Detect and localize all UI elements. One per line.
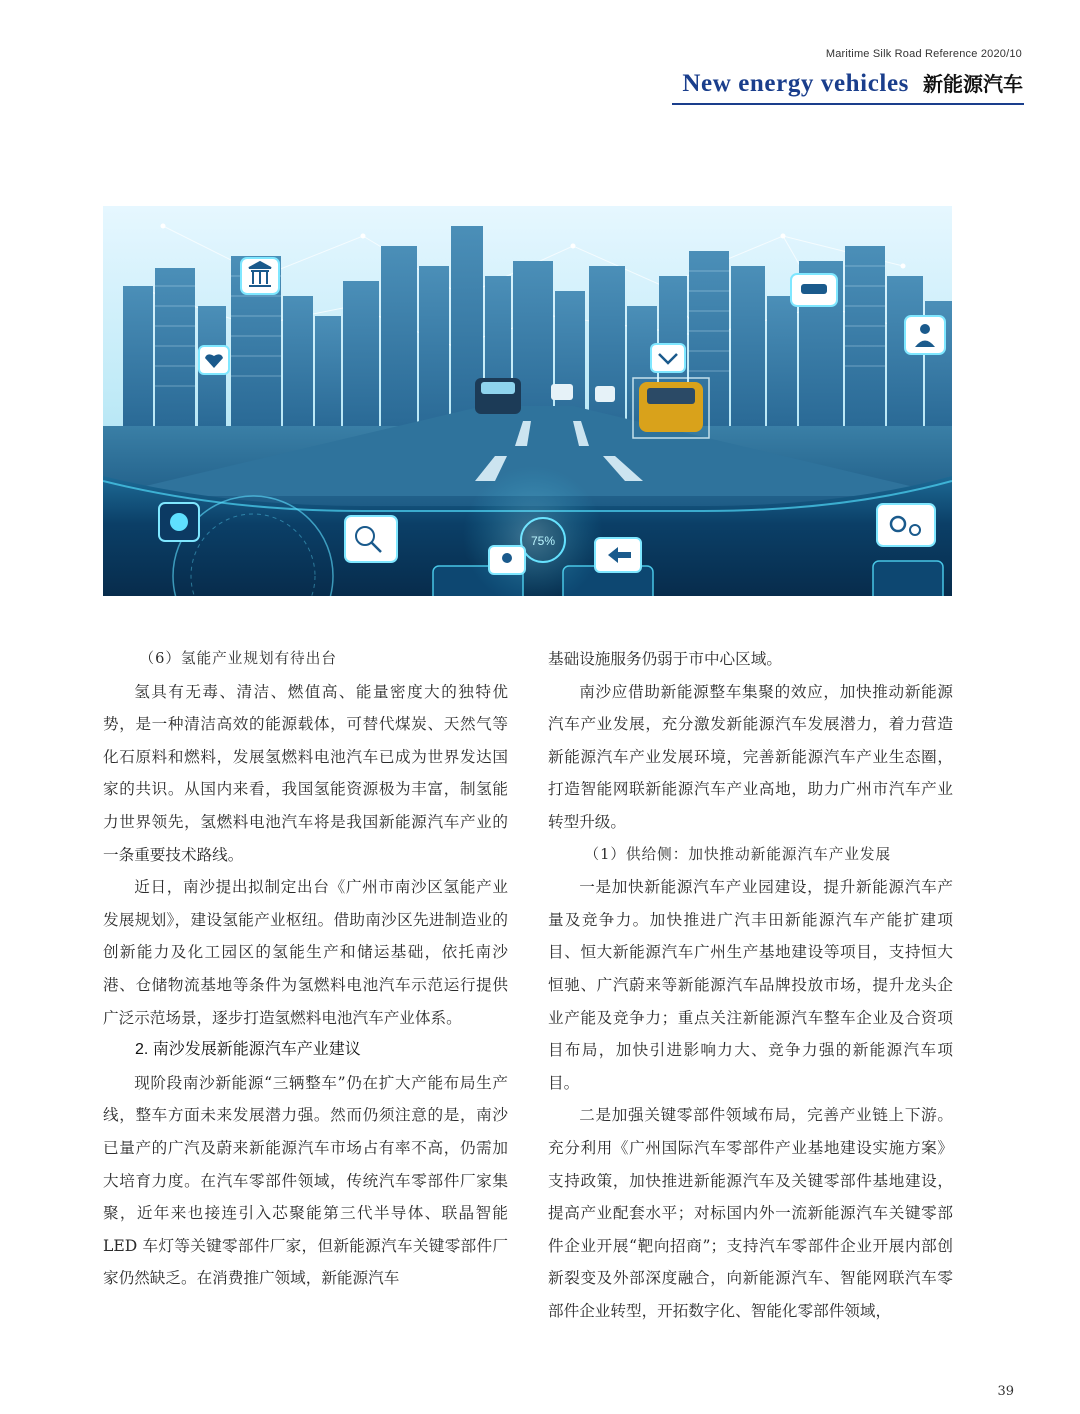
heart-icon (199, 346, 229, 374)
car-icon (791, 274, 837, 306)
paragraph: 一是加快新能源汽车产业园建设，提升新能源汽车产量及竞争力。加快推进广汽丰田新能源汽车产能扩建项目、恒大新能源汽车广州生产基地建设等项目，支持恒大恒驰、广汽蔚来等新能源汽车品牌投放市场，提升龙头企业产能及竞争力；重点关注新能源汽车整车企业及合资项目布局，加快引进影响力大、竞争力强的新能源汽车项目。 (548, 878, 953, 1092)
globe-search-icon (345, 516, 397, 562)
subheading-1: （1）供给侧：加快推动新能源汽车产业发展 (584, 845, 892, 863)
gauge-label: 75% (530, 534, 556, 548)
chat-bubble-icon (159, 503, 199, 541)
right-column (548, 643, 953, 1327)
pin-icon (489, 546, 525, 574)
paragraph: 南沙应借助新能源整车集聚的效应，加快推动新能源汽车产业发展，充分激发新能源汽车发展潜力，着力营造新能源汽车产业发展环境，完善新能源汽车产业生态圈，打造智能网联新能源汽车产业高地，助力广州市汽车产业转型升级。 (548, 682, 953, 831)
paragraph: 二是加强关键零部件领域布局，完善产业链上下游。充分利用《广州国际汽车零部件产业基地建设实施方案》支持政策，加快推进新能源汽车及关键零部件基地建设，提高产业配套水平；对标国内外一流新能源汽车关键零部件企业开展“靶向招商”；支持汽车零部件企业开展内部创新裂变及外部深度融合，向新能源汽车、智能网联汽车零部件企业转型，开拓数字化、智能化零部件领域， (548, 1106, 953, 1320)
subheading-6: （6）氢能产业规划有待出台 (139, 650, 337, 667)
paragraph: 现阶段南沙新能源“三辆整车”仍在扩大产能布局生产线，整车方面未来发展潜力强。然而仍须注意的是，南沙已量产的广汽及蔚来新能源汽车市场占有率不高，仍需加大培育力度。在汽车零部件领域，传统汽车零部件厂家集聚，近年来也接连引入芯聚能第三代半导体、联晶智能 LED 车灯等关键零部件厂家，但新能源汽车关键零部件厂家仍然缺乏。在消费推广领域，新能源汽车 (103, 1073, 508, 1288)
title-rule (672, 103, 1024, 105)
bank-icon (241, 258, 279, 294)
gear-cluster-icon (877, 504, 935, 546)
section-title-cn: 新能源汽车 (923, 72, 1023, 96)
left-column (103, 643, 508, 1295)
paragraph-continuation: 基础设施服务仍弱于市中心区域。 (548, 650, 782, 668)
arrow-left-icon (595, 538, 641, 572)
section-title-en: New energy vehicles (682, 70, 909, 97)
section-heading: 2. 南沙发展新能源汽车产业建议 (135, 1041, 361, 1059)
paragraph: 氢具有无毒、清洁、燃值高、能量密度大的独特优势，是一种清洁高效的能源载体，可替代煤炭、天然气等化石原料和燃料，发展氢燃料电池汽车已成为世界发达国家的共识。从国内来看，我国氢能资源极为丰富，制氢能力世界领先，氢燃料电池汽车将是我国新能源汽车产业的一条重要技术路线。 (103, 682, 508, 864)
page-number: 39 (997, 1384, 1014, 1399)
paragraph: 近日，南沙提出拟制定出台《广州市南沙区氢能产业发展规划》，建设氢能产业枢纽。借助南沙区先进制造业的创新能力及化工园区的氢能生产和储运基础，依托南沙港、仓储物流基地等条件为氢燃料电池汽车示范运行提供广泛示范场景，逐步打造氢燃料电池汽车产业体系。 (103, 878, 508, 1027)
hero-image (103, 206, 952, 596)
running-head: Maritime Silk Road Reference 2020/10 (825, 48, 1022, 60)
section-title (682, 68, 1023, 98)
chevron-down-icon (651, 344, 685, 372)
person-icon (905, 316, 945, 354)
